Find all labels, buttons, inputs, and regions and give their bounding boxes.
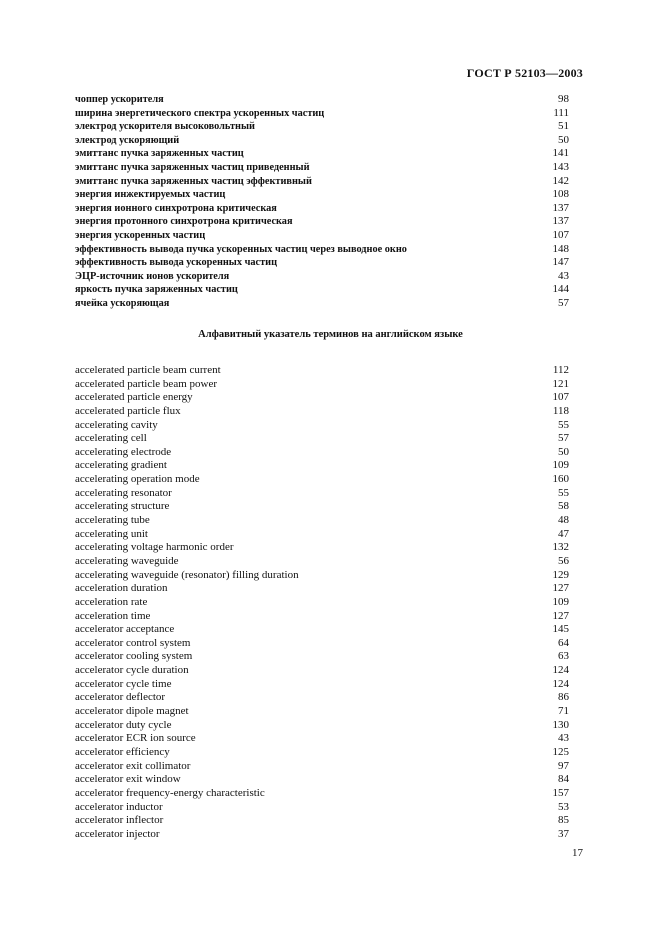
index-page-ref: 109	[552, 595, 569, 608]
index-term: accelerating waveguide (resonator) filling duration	[75, 568, 299, 581]
index-term: accelerating tube	[75, 514, 150, 527]
index-page-ref: 43	[558, 269, 569, 282]
index-entry	[75, 801, 569, 815]
english-term-index	[75, 364, 569, 841]
index-term: энергия инжектируемых частиц	[75, 189, 226, 201]
index-entry	[75, 229, 569, 243]
index-term: accelerator inductor	[75, 800, 163, 813]
index-term: accelerated particle beam current	[75, 364, 221, 376]
index-term: accelerated particle flux	[75, 404, 181, 417]
index-page-ref: 107	[552, 391, 569, 404]
index-entry	[75, 161, 569, 175]
index-page-ref: 55	[558, 486, 569, 499]
index-entry	[75, 120, 569, 134]
index-entry	[75, 773, 569, 787]
index-page-ref: 118	[552, 404, 569, 417]
index-term: acceleration time	[75, 609, 151, 622]
index-term: accelerator dipole magnet	[75, 705, 189, 718]
index-term: эмиттанс пучка заряженных частиц	[75, 148, 244, 160]
index-page-ref: 124	[552, 664, 569, 677]
index-entry	[75, 473, 569, 487]
index-page-ref: 137	[552, 215, 569, 228]
index-term: энергия ионного синхротрона критическая	[75, 202, 277, 214]
index-entry	[75, 270, 569, 284]
index-entry	[75, 243, 569, 257]
index-page-ref: 111	[553, 106, 569, 119]
index-term: accelerator control system	[75, 636, 191, 649]
index-page-ref: 98	[558, 93, 569, 105]
index-term: accelerator efficiency	[75, 745, 170, 758]
index-page-ref: 137	[552, 201, 569, 214]
index-page-ref: 97	[558, 759, 569, 772]
index-page-ref: 145	[552, 623, 569, 636]
index-term: эффективность вывода пучка ускоренных частиц через выводное окно	[75, 243, 407, 255]
index-page-ref: 125	[552, 745, 569, 758]
index-entry	[75, 378, 569, 392]
index-entry	[75, 134, 569, 148]
index-entry	[75, 175, 569, 189]
index-entry	[75, 569, 569, 583]
index-term: accelerating waveguide	[75, 554, 179, 567]
index-term: accelerating electrode	[75, 445, 172, 458]
index-term: acceleration rate	[75, 595, 148, 608]
index-entry	[75, 691, 569, 705]
index-entry	[75, 514, 569, 528]
index-term: ЭЦР-источник ионов ускорителя	[75, 270, 230, 282]
index-term: accelerator acceptance	[75, 623, 175, 636]
index-term: электрод ускорителя высоковольтный	[75, 121, 255, 133]
index-page-ref: 58	[558, 500, 569, 513]
index-entry	[75, 623, 569, 637]
index-term: ячейка ускоряющая	[75, 297, 170, 309]
section-title: Алфавитный указатель терминов на английском языке	[198, 329, 463, 340]
index-page-ref: 56	[558, 554, 569, 567]
index-page-ref: 142	[552, 174, 569, 187]
index-entry	[75, 637, 569, 651]
index-entry	[75, 364, 569, 378]
index-page-ref: 50	[558, 445, 569, 458]
index-entry	[75, 419, 569, 433]
index-page-ref: 48	[558, 514, 569, 527]
index-entry	[75, 814, 569, 828]
index-entry	[75, 664, 569, 678]
index-term: accelerating voltage harmonic order	[75, 541, 234, 554]
index-entry	[75, 528, 569, 542]
index-page-ref: 64	[558, 636, 569, 649]
index-entry	[75, 283, 569, 297]
index-term: эффективность вывода ускоренных частиц	[75, 257, 278, 269]
index-entry	[75, 719, 569, 733]
index-page-ref: 127	[552, 609, 569, 622]
index-term: accelerator inflector	[75, 814, 164, 827]
index-term: accelerator exit window	[75, 773, 181, 786]
index-entry	[75, 405, 569, 419]
index-entry	[75, 787, 569, 801]
index-page-ref: 63	[558, 650, 569, 663]
index-page-ref: 50	[558, 133, 569, 146]
index-page-ref: 132	[552, 541, 569, 554]
index-page-ref: 57	[558, 296, 569, 309]
index-page-ref: 141	[552, 147, 569, 160]
index-term: accelerated particle beam power	[75, 377, 217, 390]
index-entry	[75, 541, 569, 555]
index-page-ref: 107	[552, 228, 569, 241]
index-term: accelerating cell	[75, 432, 147, 445]
index-term: accelerator cycle duration	[75, 664, 189, 677]
index-entry	[75, 459, 569, 473]
index-term: accelerator deflector	[75, 691, 166, 704]
index-page-ref: 121	[552, 377, 569, 390]
index-entry	[75, 147, 569, 161]
index-entry	[75, 678, 569, 692]
index-entry	[75, 446, 569, 460]
index-entry	[75, 555, 569, 569]
index-term: acceleration duration	[75, 582, 168, 595]
index-entry	[75, 487, 569, 501]
index-term: яркость пучка заряженных частиц	[75, 284, 238, 296]
index-entry	[75, 297, 569, 311]
index-page-ref: 124	[552, 677, 569, 690]
index-term: accelerator frequency-energy characteristic	[75, 786, 265, 799]
index-term: accelerating structure	[75, 500, 170, 513]
index-entry	[75, 215, 569, 229]
index-page-ref: 47	[558, 527, 569, 540]
index-term: accelerating operation mode	[75, 473, 200, 486]
index-page-ref: 112	[552, 364, 569, 376]
index-term: accelerator cycle time	[75, 677, 172, 690]
index-page-ref: 57	[558, 432, 569, 445]
index-page-ref: 109	[552, 459, 569, 472]
index-page-ref: 86	[558, 691, 569, 704]
index-entry	[75, 107, 569, 121]
index-page-ref: 143	[552, 160, 569, 173]
index-entry	[75, 202, 569, 216]
index-entry	[75, 256, 569, 270]
index-term: ширина энергетического спектра ускоренных частиц	[75, 107, 325, 119]
document-header: ГОСТ Р 52103—2003	[466, 66, 583, 80]
index-page-ref: 53	[558, 800, 569, 813]
index-entry	[75, 828, 569, 842]
index-entry	[75, 188, 569, 202]
index-page-ref: 130	[552, 718, 569, 731]
index-term: accelerator exit collimator	[75, 759, 191, 772]
index-entry	[75, 650, 569, 664]
index-term: accelerating gradient	[75, 459, 167, 472]
index-page-ref: 85	[558, 814, 569, 827]
index-page-ref: 148	[552, 242, 569, 255]
index-term: accelerating unit	[75, 527, 148, 540]
index-entry	[75, 432, 569, 446]
index-page-ref: 55	[558, 418, 569, 431]
index-term: accelerator duty cycle	[75, 718, 172, 731]
index-page-ref: 84	[558, 773, 569, 786]
index-term: эмиттанс пучка заряженных частиц эффективный	[75, 175, 312, 187]
index-entry	[75, 705, 569, 719]
index-term: accelerating cavity	[75, 418, 158, 431]
index-page-ref: 160	[552, 473, 569, 486]
index-term: accelerating resonator	[75, 486, 172, 499]
index-entry	[75, 760, 569, 774]
index-term: accelerator ECR ion source	[75, 732, 196, 745]
index-entry	[75, 610, 569, 624]
index-term: энергия ускоренных частиц	[75, 229, 206, 241]
index-term: accelerator injector	[75, 827, 160, 840]
index-page-ref: 129	[552, 568, 569, 581]
index-page-ref: 147	[552, 256, 569, 269]
index-page-ref: 157	[552, 786, 569, 799]
index-page-ref: 127	[552, 582, 569, 595]
index-page-ref: 71	[558, 705, 569, 718]
index-page-ref: 108	[552, 188, 569, 201]
index-term: энергия протонного синхротрона критическая	[75, 216, 293, 228]
index-entry	[75, 746, 569, 760]
index-entry	[75, 596, 569, 610]
index-page-ref: 43	[558, 732, 569, 745]
index-term: чоппер ускорителя	[75, 94, 164, 105]
page-number: 17	[572, 847, 583, 859]
index-entry	[75, 732, 569, 746]
index-entry	[75, 582, 569, 596]
index-term: эмиттанс пучка заряженных частиц приведенный	[75, 161, 310, 173]
index-page-ref: 51	[558, 120, 569, 133]
index-entry	[75, 500, 569, 514]
index-term: электрод ускоряющий	[75, 134, 180, 146]
index-term: accelerator cooling system	[75, 650, 193, 663]
index-entry	[75, 391, 569, 405]
index-page-ref: 37	[558, 827, 569, 840]
russian-term-index	[75, 93, 569, 311]
index-term: accelerated particle energy	[75, 391, 193, 404]
index-entry	[75, 93, 569, 107]
index-page-ref: 144	[552, 283, 569, 296]
